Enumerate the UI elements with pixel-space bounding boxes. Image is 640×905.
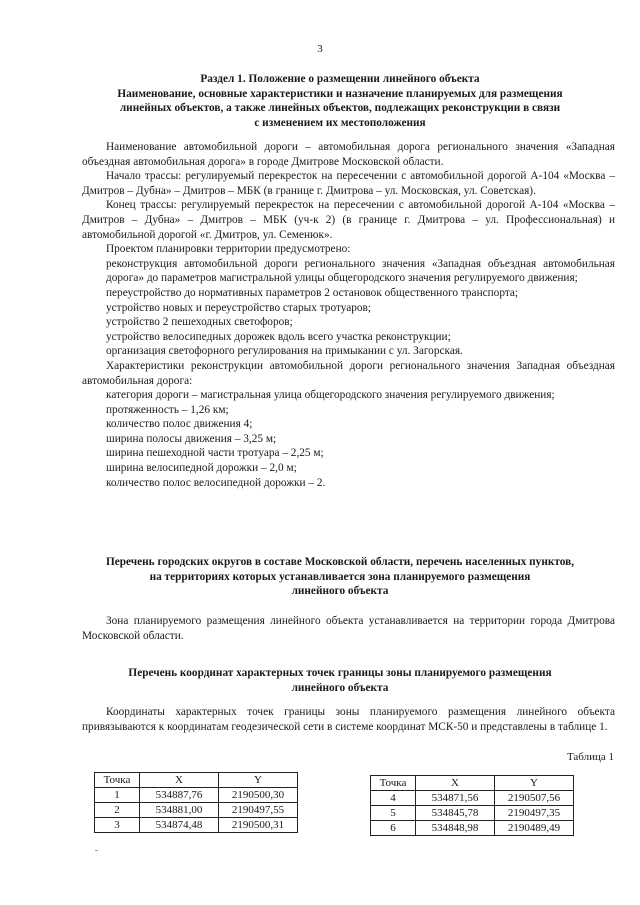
project-item: переустройство до нормативных параметров 2 остановок общественного транспорта; (106, 286, 519, 299)
y-cell: 2190500,31 (219, 818, 298, 833)
coords-paragraph: Координаты характерных точек границы зоны планируемого размещения линейного объекта привязываются к координатам геодезической сети в системе координат МСК-50 и представлены в таблице 1. (82, 706, 615, 733)
section-heading-line: линейных объектов, а также линейных объектов, подлежащих реконструкции в связи (119, 102, 561, 115)
coords-table-right (370, 775, 574, 836)
table-header-cell: X (140, 773, 219, 788)
districts-heading-line: на территориях которых устанавливается зона планируемого размещения (149, 570, 531, 583)
table-header-row (95, 773, 298, 788)
characteristic-item: протяженность – 1,26 км; (106, 403, 229, 416)
point-number-cell: 1 (95, 788, 140, 803)
project-item: устройство велосипедных дорожек вдоль всего участка реконструкции; (106, 330, 451, 343)
page-number: 3 (317, 43, 323, 55)
coords-body (82, 705, 615, 734)
y-cell: 2190507,56 (495, 791, 574, 806)
start-paragraph: Начало трассы: регулируемый перекресток на пересечении с автомобильной дорогой А-104 «Москва – Дмитров – Дубна» – Дмитров – МБК (в границе г. Дмитрова – ул. Московская, ул. Советская). (82, 170, 615, 197)
x-cell: 534871,56 (416, 791, 495, 806)
table-row (95, 803, 298, 818)
point-number-cell: 4 (371, 791, 416, 806)
project-item: устройство 2 пешеходных светофоров; (106, 316, 293, 329)
project-item: устройство новых и переустройство старых тротуаров; (106, 301, 372, 314)
districts-body (82, 614, 615, 643)
characteristic-item: ширина велосипедной дорожки – 2,0 м; (106, 462, 297, 475)
y-cell: 2190489,49 (495, 821, 574, 836)
coords-heading-line: линейного объекта (291, 681, 389, 694)
x-cell: 534887,76 (140, 788, 219, 803)
coords-heading (60, 666, 620, 695)
y-cell: 2190500,30 (219, 788, 298, 803)
table-row (371, 821, 574, 836)
districts-paragraph: Зона планируемого размещения линейного объекта устанавливается на территории города Дмитрова Московской области. (82, 615, 615, 642)
x-cell: 534881,00 (140, 803, 219, 818)
section-heading-line: с изменением их местоположения (254, 116, 426, 129)
coords-heading-line: Перечень координат характерных точек границы зоны планируемого размещения (128, 667, 552, 679)
districts-heading (60, 555, 620, 599)
project-item: организация светофорного регулирования на примыкании с ул. Загорская. (106, 345, 463, 358)
districts-heading-line: Перечень городских округов в составе Московской области, перечень населенных пунктов, (105, 556, 575, 568)
y-cell: 2190497,55 (219, 803, 298, 818)
project-intro: Проектом планировки территории предусмотрено: (106, 243, 351, 256)
point-number-cell: 3 (95, 818, 140, 833)
end-paragraph: Конец трассы: регулируемый перекресток на пересечении с автомобильной дорогой А-104 «Москва – Дмитров – Дубна» – Дмитров – МБК (уч-к 2) (в границе г. Дмитрова – ул. Профессиональная) и автомобильной дорогой «г. Дмитров, ул. Семенюк». (82, 199, 615, 241)
characteristic-item: количество полос движения 4; (106, 418, 253, 431)
point-number-cell: 2 (95, 803, 140, 818)
characteristic-item: категория дороги – магистральная улица общегородского значения регулируемого движения; (106, 389, 555, 402)
table-row (95, 818, 298, 833)
characteristics-intro: Характеристики реконструкции автомобильной дороги регионального значения Западная объездная автомобильная дорога: (82, 359, 615, 387)
section-heading (60, 72, 620, 130)
table-header-cell: Точка (95, 773, 140, 788)
table-header-cell: X (416, 776, 495, 791)
table-row (95, 788, 298, 803)
table-header-cell: Точка (371, 776, 416, 791)
table-caption: Таблица 1 (566, 751, 614, 763)
characteristic-item: ширина полосы движения – 3,25 м; (106, 432, 277, 445)
section-heading-line: Раздел 1. Положение о размещении линейного объекта (200, 73, 480, 85)
point-number-cell: 5 (371, 806, 416, 821)
table-row (371, 791, 574, 806)
x-cell: 534848,98 (416, 821, 495, 836)
coords-table-left (94, 772, 298, 833)
section-heading-line: Наименование, основные характеристики и назначение планируемых для размещения (117, 87, 563, 100)
table-header-cell: Y (495, 776, 574, 791)
districts-heading-line: линейного объекта (291, 585, 389, 598)
characteristic-item: количество полос велосипедной дорожки – 2. (106, 476, 326, 489)
section-body (82, 140, 615, 490)
table-header-cell: Y (219, 773, 298, 788)
characteristic-item: ширина пешеходной части тротуара – 2,25 м; (106, 447, 324, 460)
point-number-cell: 6 (371, 821, 416, 836)
project-item: реконструкция автомобильной дороги регионального значения «Западная объездная автомобильная дорога» до параметров магистральной улицы общегородского значения регулируемого движения; (106, 257, 615, 285)
name-paragraph: Наименование автомобильной дороги – автомобильная дорога регионального значения «Западная объездная автомобильная дорога» в городе Дмитрове Московской области. (82, 141, 615, 168)
y-cell: 2190497,35 (495, 806, 574, 821)
table-row (371, 806, 574, 821)
x-cell: 534845,78 (416, 806, 495, 821)
x-cell: 534874,48 (140, 818, 219, 833)
table-header-row (371, 776, 574, 791)
scan-speck (95, 850, 98, 851)
